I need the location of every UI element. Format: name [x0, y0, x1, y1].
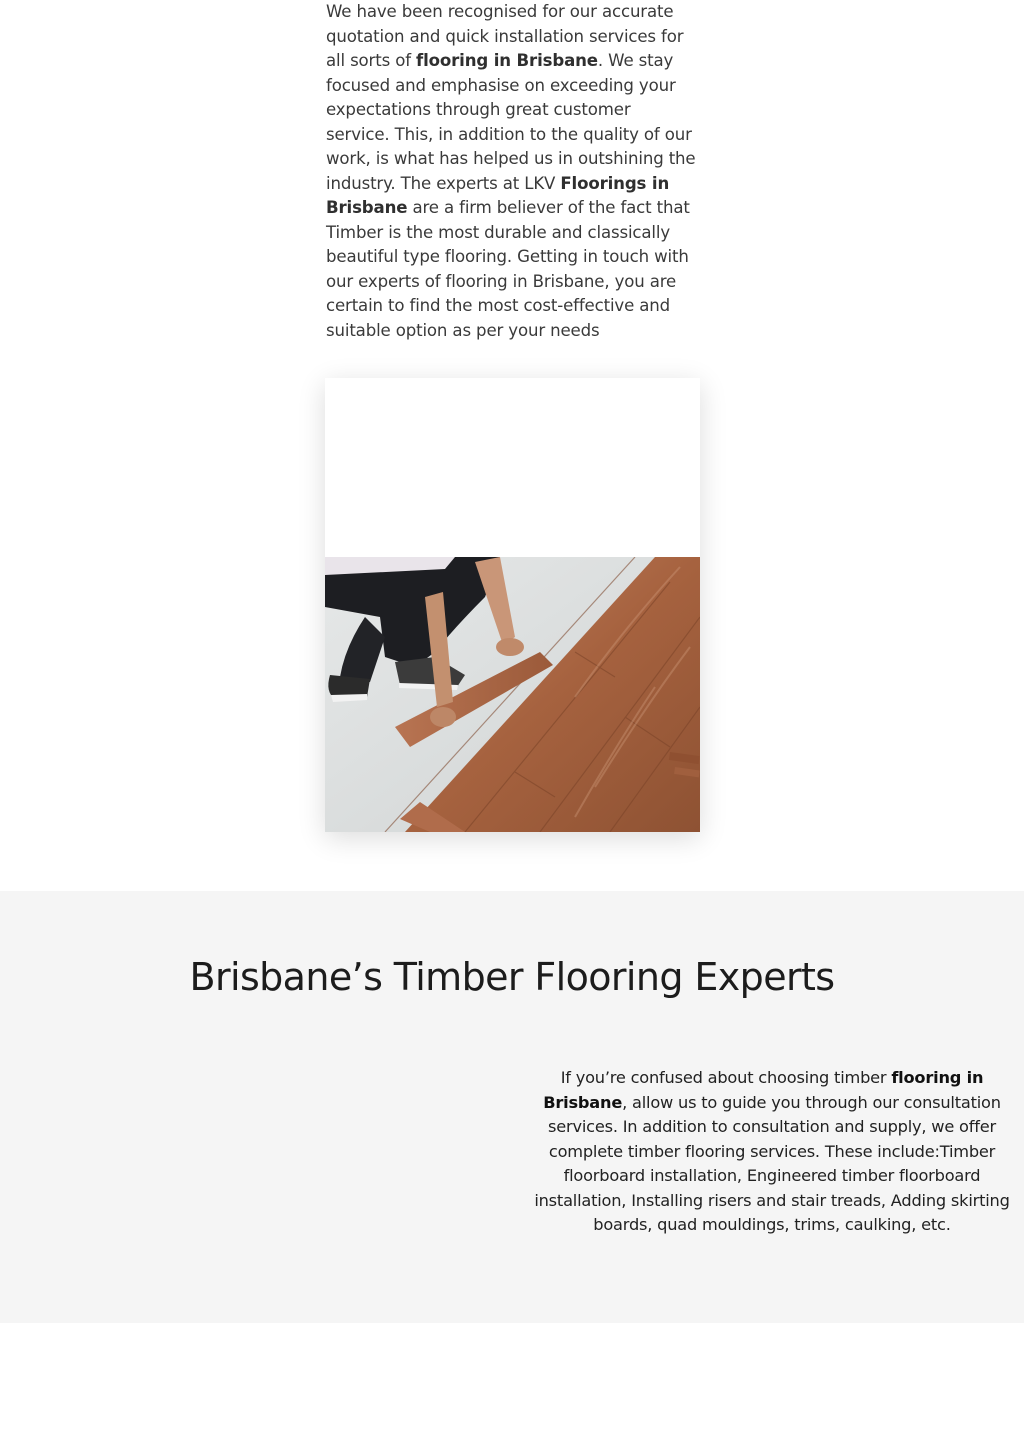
floor-installation-photo — [325, 557, 700, 832]
intro-section — [326, 0, 698, 343]
intro-text-2: . We stay focused and emphasise on exceeding your expectations through great customer service. This, in addition to the quality of our work, is what has helped us in outshining the industry. The experts at LKV — [326, 51, 696, 193]
intro-paragraph — [326, 0, 698, 343]
intro-text-1: We have been recognised for our accurate quotation and quick installation services for all sorts of — [326, 2, 684, 70]
intro-keyword-flooring: flooring in Brisbane — [416, 51, 598, 70]
intro-text-3: are a firm believer of the fact that Timber is the most durable and classically beautiful type flooring. Getting in touch with our experts of flooring in Brisbane, you are certain to find the most cost-effective and suitable option as per your needs — [326, 198, 690, 340]
experts-heading: Brisbane’s Timber Flooring Experts — [189, 955, 835, 999]
experts-paragraph — [520, 1066, 1024, 1238]
experts-section — [0, 891, 1024, 1323]
experts-keyword-flooring: flooring in Brisbane — [543, 1068, 984, 1112]
experts-text-1: If you’re confused about choosing timber — [560, 1068, 892, 1087]
intro-keyword-floorings: Floorings in Brisbane — [326, 173, 670, 217]
photo-card — [325, 378, 700, 832]
experts-text-2: , allow us to guide you through our consultation services. In addition to consultation and supply, we offer complete timber flooring services. These include:Timber floorboard installation, Engineered timber floorboard installation, Installing risers and stair treads, Adding skirting boards, quad mouldings, trims, caulking, etc. — [534, 1092, 1010, 1234]
